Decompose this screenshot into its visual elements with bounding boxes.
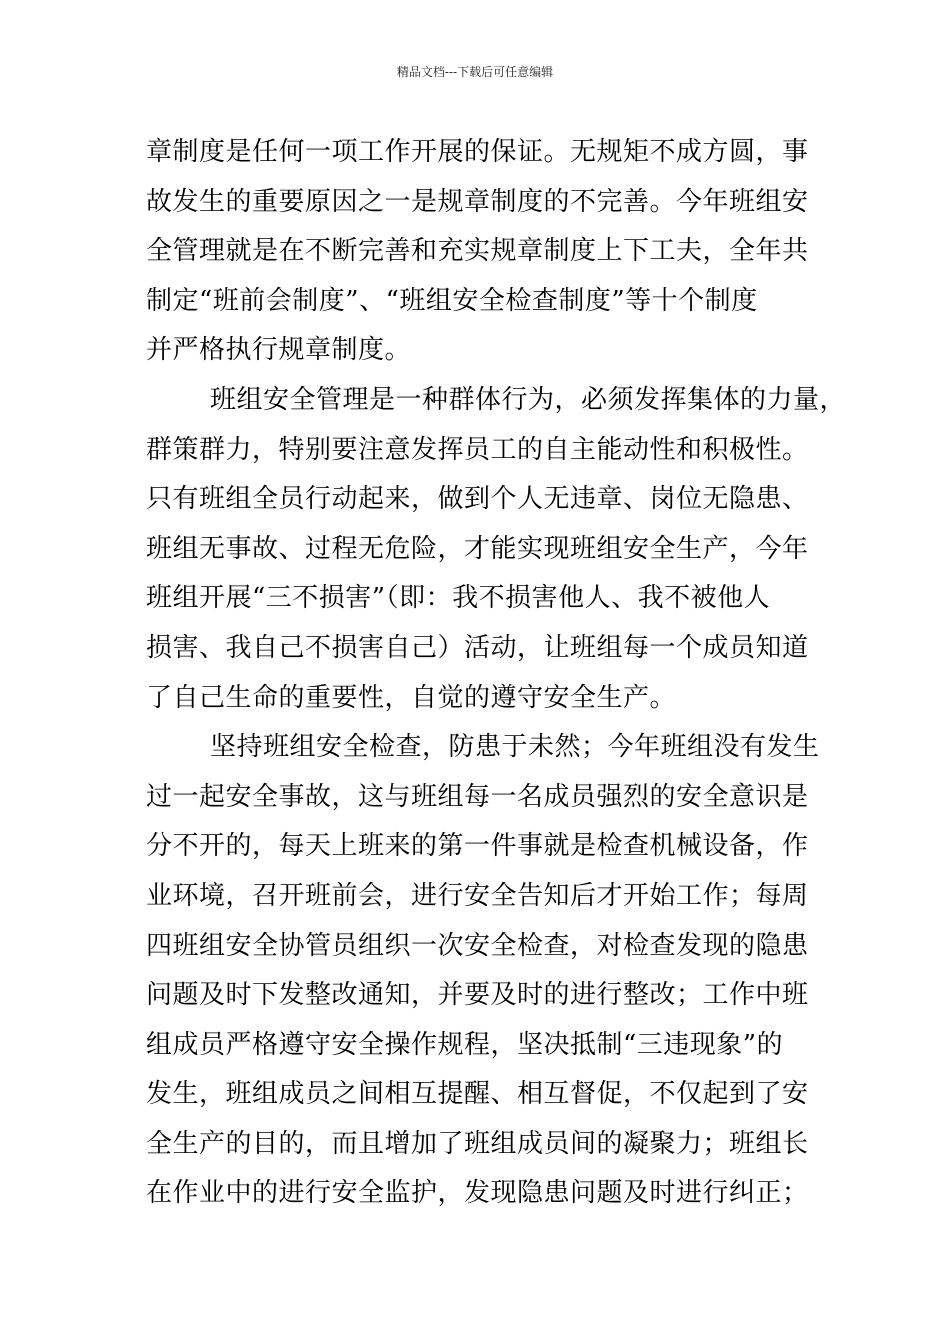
text-line: 制定“班前会制度”、“班组安全检查制度”等十个制度: [146, 285, 758, 316]
text-line: 损害、我自己不损害自己）活动，让班组每一个成员知道: [146, 632, 809, 663]
text-line: 问题及时下发整改通知，并要及时的进行整改；工作中班: [146, 980, 809, 1011]
document-body: [146, 128, 847, 1219]
paragraph-first-line: 班组安全管理是一种群体行为，必须发挥集体的力量，: [210, 384, 847, 415]
page-header: 精品文档---下载后可任意编辑: [396, 65, 554, 79]
text-line: 业环境，召开班前会，进行安全告知后才开始工作；每周: [146, 880, 809, 911]
text-line: 发生，班组成员之间相互提醒、相互督促，不仅起到了安: [146, 1079, 809, 1110]
text-line: 全管理就是在不断完善和充实规章制度上下工夫，全年共: [146, 236, 809, 267]
text-line: 班组开展“三不损害”（即：我不损害他人、我不被他人: [146, 583, 771, 614]
text-line: 在作业中的进行安全监护，发现隐患问题及时进行纠正；: [146, 1178, 809, 1209]
text-line: 班组无事故、过程无危险，才能实现班组安全生产，今年: [146, 533, 809, 564]
text-line: 群策群力，特别要注意发挥员工的自主能动性和积极性。: [146, 434, 809, 465]
text-line: 并严格执行规章制度。: [146, 335, 412, 366]
text-line: 组成员严格遵守安全操作规程，坚决抵制“三违现象”的: [146, 1029, 784, 1060]
text-line: 只有班组全员行动起来，做到个人无违章、岗位无隐患、: [146, 484, 809, 515]
text-line: 过一起安全事故，这与班组每一名成员强烈的安全意识是: [146, 781, 809, 812]
text-line: 全生产的目的，而且增加了班组成员间的凝聚力；班组长: [146, 1128, 809, 1159]
paragraph-first-line: 坚持班组安全检查，防患于未然；今年班组没有发生: [210, 732, 820, 763]
text-line: 了自己生命的重要性，自觉的遵守安全生产。: [146, 682, 677, 713]
text-line: 章制度是任何一项工作开展的保证。无规矩不成方圆，事: [146, 137, 809, 167]
text-line: 分不开的，每天上班来的第一件事就是检查机械设备，作: [146, 831, 809, 862]
text-line: 故发生的重要原因之一是规章制度的不完善。今年班组安: [146, 186, 809, 217]
text-line: 四班组安全协管员组织一次安全检查，对检查发现的隐患: [146, 930, 809, 961]
